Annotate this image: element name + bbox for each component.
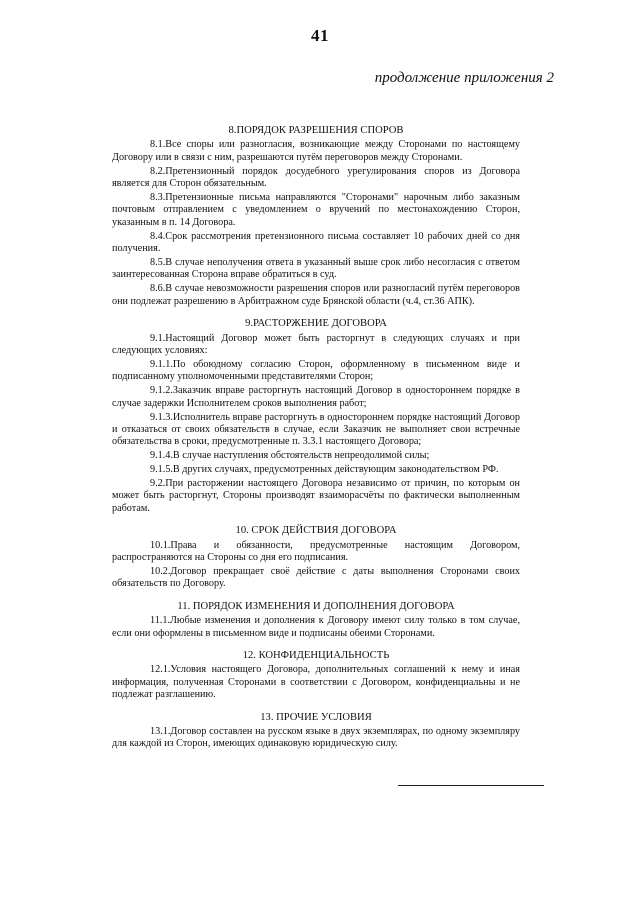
clause-paragraph: 12.1.Условия настоящего Договора, дополнительных соглашений к нему и иная информация, полученная Сторонами в соответствии с Договором, конфиденциальны и не подлежат разглашению.	[112, 664, 520, 701]
page-number: 41	[311, 26, 329, 45]
section-title: 11. ПОРЯДОК ИЗМЕНЕНИЯ И ДОПОЛНЕНИЯ ДОГОВОРА	[177, 600, 455, 612]
clause-paragraph: 9.1.5.В других случаях, предусмотренных действующим законодательством РФ.	[150, 464, 499, 476]
section	[112, 525, 520, 591]
section	[112, 125, 520, 308]
signature-line	[398, 785, 544, 786]
clause-paragraph: 9.1.3.Исполнитель вправе расторгнуть в одностороннем порядке настоящий Договор и отказаться от своих обязательств в случае, если Заказчик не выполняет свои встречные обязательства в сроки, предусмотренные п. 3.3.1 настоящего Договора;	[112, 411, 520, 448]
section	[112, 650, 520, 702]
section-title: 13. ПРОЧИЕ УСЛОВИЯ	[260, 711, 372, 723]
clause-paragraph: 10.2.Договор прекращает своё действие с даты выполнения Сторонами своих обязательств по Договору.	[112, 566, 520, 590]
clause-paragraph: 8.2.Претензионный порядок досудебного урегулирования споров из Договора является для Сторон обязательным.	[112, 165, 520, 190]
clause-paragraph: 11.1.Любые изменения и дополнения к Договору имеют силу только в том случае, если они оформлены в письменном виде и подписаны обеими Сторонами.	[112, 615, 520, 639]
section	[112, 601, 520, 640]
appendix-note: продолжение приложения 2	[374, 70, 554, 86]
clause-paragraph: 9.1.2.Заказчик вправе расторгнуть настоящий Договор в одностороннем порядке в случае задержки Исполнителем сроков выполнения работ;	[112, 385, 520, 409]
section-title: 10. СРОК ДЕЙСТВИЯ ДОГОВОРА	[235, 525, 397, 537]
section	[112, 712, 520, 751]
clause-paragraph: 9.2.При расторжении настоящего Договора независимо от причин, по которым он может быть расторгнут, Стороны производят взаиморасчёты по фактически выполненным работам.	[112, 478, 520, 514]
clause-paragraph: 9.1.Настоящий Договор может быть расторгнут в следующих случаях и при следующих условиях:	[112, 332, 520, 356]
section	[112, 318, 520, 515]
clause-paragraph: 13.1.Договор составлен на русском языке в двух экземплярах, по одному экземпляру для каждой из Сторон, имеющих одинаковую юридическую силу.	[112, 726, 520, 750]
clause-paragraph: 10.1.Права и обязанности, предусмотренные настоящим Договором, распространяются на Стороны со дня его подписания.	[112, 539, 520, 564]
clause-paragraph: 8.5.В случае неполучения ответа в указанный выше срок либо несогласия с ответом заинтересованная Сторона вправе обратиться в суд.	[112, 257, 520, 281]
clause-paragraph: 8.6.В случае невозможности разрешения споров или разногласий путём переговоров они подлежат разрешению в Арбитражном суде Брянской области (ч.4, ст.36 АПК).	[112, 283, 520, 307]
clause-paragraph: 8.1.Все споры или разногласия, возникающие между Сторонами по настоящему Договору или в связи с ним, разрешаются путём переговоров между Сторонами.	[112, 139, 520, 163]
document-body	[112, 125, 520, 761]
clause-paragraph: 8.3.Претензионные письма направляются "Сторонами" нарочным либо заказным почтовым отправлением с уведомлением о вручений по местонахождению Сторон, указанным в п. 14 Договора.	[112, 192, 520, 228]
clause-paragraph: 9.1.1.По обоюдному согласию Сторон, оформленному в письменном виде и подписанному уполномоченными представителями Сторон;	[112, 358, 520, 383]
clause-paragraph: 9.1.4.В случае наступления обстоятельств непреодолимой силы;	[150, 450, 430, 462]
clause-paragraph: 8.4.Срок рассмотрения претензионного письма составляет 10 рабочих дней со дня получения.	[112, 230, 520, 255]
section-title: 12. КОНФИДЕНЦИАЛЬНОСТЬ	[242, 650, 390, 662]
section-title: 8.ПОРЯДОК РАЗРЕШЕНИЯ СПОРОВ	[228, 125, 404, 136]
section-title: 9.РАСТОРЖЕНИЕ ДОГОВОРА	[245, 318, 387, 330]
